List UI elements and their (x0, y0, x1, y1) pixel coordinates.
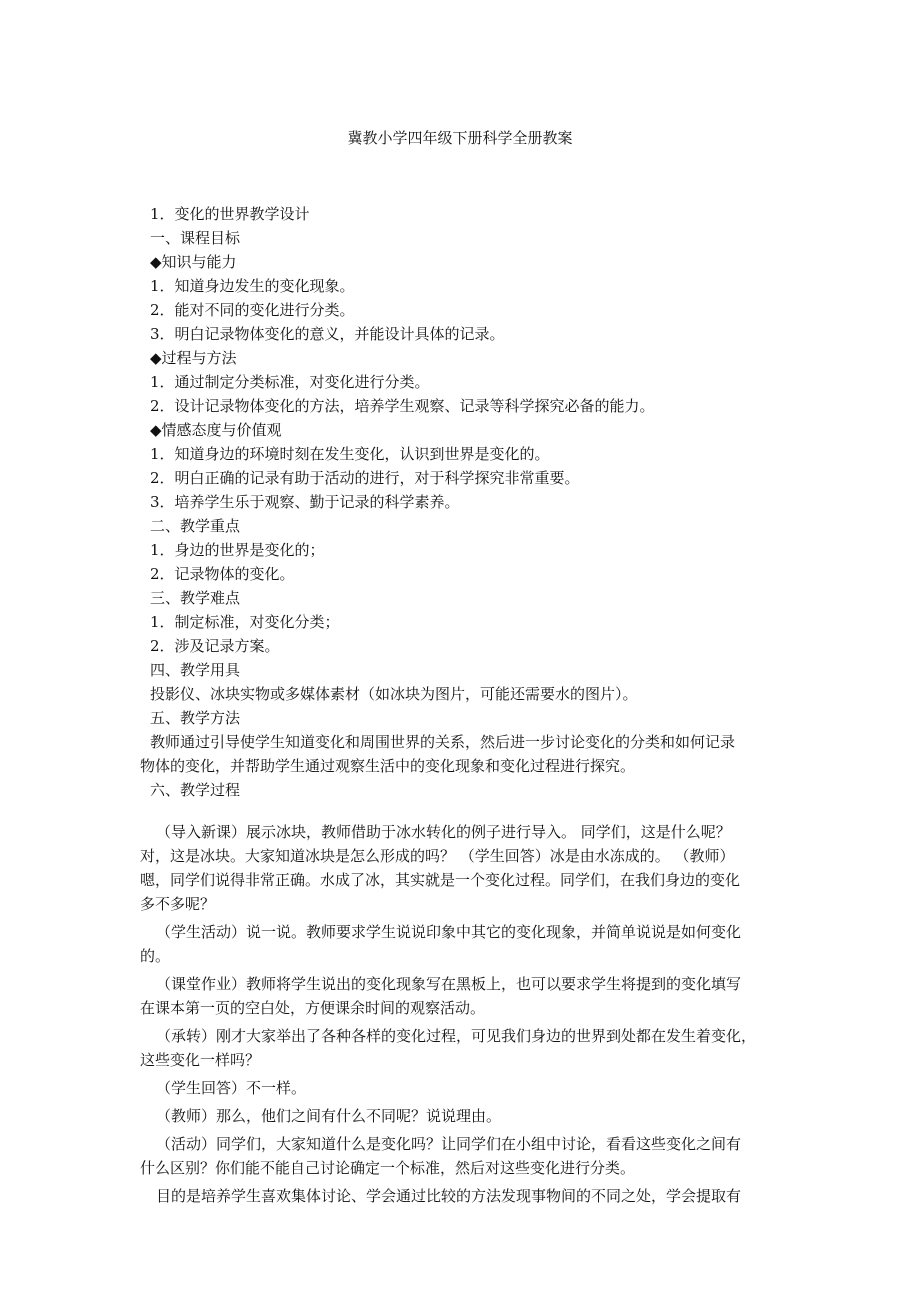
section-heading: 二、教学重点 (150, 517, 241, 535)
section-heading: 四、教学用具 (150, 661, 241, 679)
list-item: 2．涉及记录方案。 (150, 637, 280, 655)
paragraph (140, 972, 790, 1020)
paragraph-line: 教师通过引导使学生知道变化和周围世界的关系，然后进一步讨论变化的分类和如何记录 (150, 733, 736, 751)
paragraph-line: 物体的变化，并帮助学生通过观察生活中的变化现象和变化过程进行探究。 (140, 757, 636, 775)
paragraph-line: 嗯，同学们说得非常正确。水成了冰，其实就是一个变化过程。同学们，在我们身边的变化 (140, 871, 741, 889)
paragraph-line: 对，这是冰块。大家知道冰块是怎么形成的吗？ （学生回答）冰是由水冻成的。 （教师） (140, 847, 735, 865)
teaching-process (140, 820, 790, 1212)
subsection-heading: ◆情感态度与价值观 (150, 421, 282, 439)
paragraph (140, 820, 790, 916)
paragraph-line: （导入新课）展示冰块，教师借助于冰水转化的例子进行导入。 同学们，这是什么呢？ (156, 823, 731, 841)
paragraph (140, 1132, 790, 1180)
list-item: 2．设计记录物体变化的方法，培养学生观察、记录等科学探究必备的能力。 (150, 397, 655, 415)
paragraph-line: （活动）同学们，大家知道什么是变化吗？让同学们在小组中讨论，看看这些变化之间有 (156, 1135, 742, 1153)
paragraph (140, 1076, 790, 1100)
paragraph (140, 1024, 790, 1072)
paragraph-line: 在课本第一页的空白处，方便课余时间的观察活动。 (140, 999, 486, 1017)
list-item: 1．通过制定分类标准，对变化进行分类。 (150, 373, 430, 391)
paragraph (140, 1184, 790, 1208)
list-item: 2．明白正确的记录有助于活动的进行，对于科学探究非常重要。 (150, 469, 580, 487)
paragraph-line: （承转）刚才大家举出了各种各样的变化过程，可见我们身边的世界到处都在发生着变化， (156, 1027, 757, 1045)
paragraph-line: 的。 (140, 947, 171, 965)
list-item: 1．知道身边发生的变化现象。 (150, 277, 355, 295)
paragraph (140, 1104, 790, 1128)
paragraph-line: （学生活动）说一说。教师要求学生说说印象中其它的变化现象，并简单说说是如何变化 (156, 923, 742, 941)
list-item: 2．能对不同的变化进行分类。 (150, 301, 355, 319)
paragraph-line: 目的是培养学生喜欢集体讨论、学会通过比较的方法发现事物间的不同之处，学会提取有 (156, 1187, 742, 1205)
paragraph-line: 什么区别？你们能不能自己讨论确定一个标准，然后对这些变化进行分类。 (140, 1159, 636, 1177)
paragraph-line: 投影仪、冰块实物或多媒体素材（如冰块为图片，可能还需要水的图片）。 (150, 685, 638, 703)
paragraph-line: （教师）那么，他们之间有什么不同呢？说说理由。 (156, 1107, 502, 1125)
subsection-heading: ◆过程与方法 (150, 349, 237, 367)
list-item: 1．制定标准，对变化分类； (150, 613, 340, 631)
list-item: 3．培养学生乐于观察、勤于记录的科学素养。 (150, 493, 460, 511)
list-item: 3．明白记录物体变化的意义，并能设计具体的记录。 (150, 325, 505, 343)
list-item: 1．知道身边的环境时刻在发生变化，认识到世界是变化的。 (150, 445, 550, 463)
paragraph-line: （课堂作业）教师将学生说出的变化现象写在黑板上，也可以要求学生将提到的变化填写 (156, 975, 742, 993)
section-heading: 六、教学过程 (150, 781, 241, 799)
section-heading: 三、教学难点 (150, 589, 241, 607)
section-heading: 一、课程目标 (150, 229, 241, 247)
paragraph-line: （学生回答）不一样。 (156, 1079, 307, 1097)
section-heading: 五、教学方法 (150, 709, 241, 727)
subsection-heading: ◆知识与能力 (150, 253, 237, 271)
paragraph-line: 多不多呢？ (140, 895, 216, 913)
lesson-heading: 1．变化的世界教学设计 (150, 205, 310, 223)
paragraph-line: 这些变化一样吗？ (140, 1051, 261, 1069)
paragraph (140, 920, 790, 968)
list-item: 2．记录物体的变化。 (150, 565, 295, 583)
document-title: 冀教小学四年级下册科学全册教案 (347, 129, 573, 147)
list-item: 1．身边的世界是变化的； (150, 541, 325, 559)
lesson-outline (140, 202, 790, 802)
